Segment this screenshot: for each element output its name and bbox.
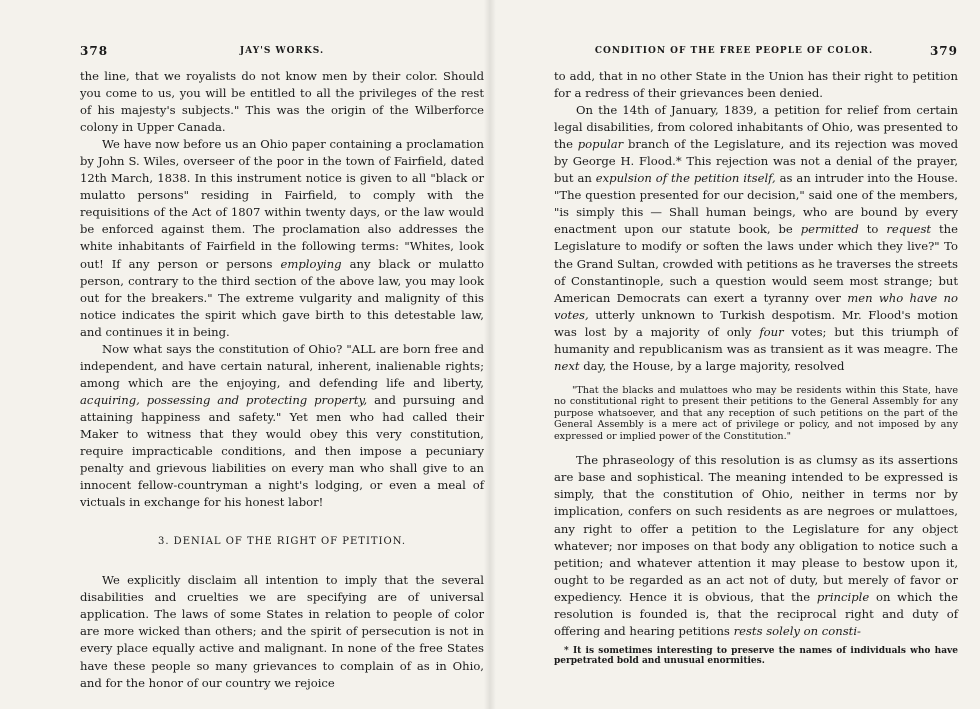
emphasis: request — [886, 222, 932, 237]
page-number-right: 379 — [929, 44, 958, 58]
right-running-head — [554, 44, 958, 62]
left-running-head — [80, 44, 484, 62]
text-run: "That the blacks and mulattoes who may be residents within this State, have no constitutional right to present their petitions to the General Assembly for any purpose whatsoever, and that any reception of such petitions on the part of the General Assembly is a mere act of privilege or policy, and not imposed by any expressed or implied power of the Constitution." — [554, 384, 958, 442]
text-run: to add, that in no other State in the Union has their right to petition for a redress of their grievances been denied. — [554, 69, 958, 101]
paragraph — [80, 341, 484, 511]
section-heading: 3. DENIAL OF THE RIGHT OF PETITION. — [157, 536, 407, 548]
block-quote — [554, 385, 958, 443]
text-run: Now what says the constitution of Ohio? "ALL are born free and independent, and have certain natural, inherent, inalienable rights; among which are the enjoying, and defending life and liberty, — [80, 341, 484, 390]
emphasis: employing — [280, 256, 342, 271]
text-run: The phraseology of this resolution is as clumsy as its assertions are base and sophistical. The meaning intended to be expressed is simply, that the constitution of Ohio, neither in terms nor by implication, confers on such residents as are negroes or mulattoes, any right to offer a petition to the Legislature for any object whatever; nor imposes on that body any obligation to notice such a petition; and whatever attention it may please to bestow upon it, ought to be regarded as an act not of duty, but merely of favor or expediency. Hence it is obvious, that the — [554, 453, 958, 604]
text-run: branch of the Legislature, and its rejection was moved by George H. Flood.* This rejection was not a denial of the prayer, but an — [554, 137, 958, 186]
page-number-left: 378 — [80, 44, 109, 58]
paragraph — [80, 136, 484, 341]
paragraph — [80, 572, 484, 691]
text-run: * It is sometimes interesting to preserve the names of individuals who have perpetrated bold and unusual enormities. — [554, 645, 958, 667]
emphasis: expulsion of the petition itself, — [595, 171, 776, 186]
running-title-right: CONDITION OF THE FREE PEOPLE OF COLOR. — [594, 46, 874, 56]
text-run: day, the House, by a large majority, resolved — [579, 358, 845, 373]
emphasis: popular — [577, 137, 624, 152]
text-run: the Legislature to modify or soften the laws under which they live?" To the Grand Sultan, crowded with petitions as he traverses the streets of Constantinople, such a question would seem most strange; but American Democrats can exert a tyranny over — [554, 222, 958, 305]
paragraph — [554, 452, 958, 640]
text-run: on which the resolution is founded is, that the reciprocal right and duty of offering and hearing petitions — [554, 589, 958, 638]
text-run: votes; but this triumph of humanity and republicanism was as transient as it was meagre. The — [554, 324, 958, 356]
emphasis: acquiring, possessing and protecting property, — [80, 392, 368, 407]
paragraph — [80, 68, 484, 136]
text-run: We explicitly disclaim all intention to imply that the several disabilities and cruelties we are specifying are of universal application. The laws of some States in relation to people of color are more wicked than others; and the spirit of persecution is not in every place equally active and malignant. In none of the free States have these people so many grievances to complain of as in Ohio, and for the honor of our country we rejoice — [80, 573, 484, 690]
text-run: utterly unknown to Turkish despotism. Mr. Flood's motion was lost by a majority of only — [554, 307, 958, 339]
emphasis: men who have no votes, — [554, 290, 958, 322]
footnote — [554, 646, 958, 667]
text-run: We have now before us an Ohio paper containing a proclamation by John S. Wiles, overseer of the poor in the town of Fairfield, dated 12th March, 1838. In this instrument notice is given to all "black or mulatto persons" residing in Fairfield, to comply with the requisitions of the Act of 1807 within twenty days, or the law would be enforced against them. The proclamation also addresses the white inhabitants of Fairfield in the following terms: "Whites, look out! If any person or persons — [80, 137, 484, 271]
paragraph — [554, 102, 958, 375]
text-run: On the 14th of January, 1839, a petition for relief from certain legal disabilities, from colored inhabitants of Ohio, was presented to the — [554, 103, 958, 152]
running-title-left: JAY'S WORKS. — [239, 46, 325, 56]
text-run: to — [858, 222, 887, 237]
emphasis: next — [554, 358, 580, 373]
emphasis: principle — [816, 589, 870, 604]
text-run: the line, that we royalists do not know men by their color. Should you come to us, you will be entitled to all the privileges of the rest of his majesty's subjects." This was the origin of the Wilberforce colony in Upper Canada. — [80, 69, 484, 135]
emphasis: four — [759, 324, 784, 339]
right-body-text — [554, 68, 958, 667]
text-run: any black or mulatto person, contrary to the third section of the above law, you may look out for the breakers." The extreme vulgarity and malignity of this notice indicates the spirit which gave birth to this detestable law, and continues it in being. — [80, 256, 484, 339]
emphasis: permitted — [800, 222, 859, 237]
right-page — [490, 0, 980, 709]
left-body-text — [80, 68, 484, 692]
paragraph — [554, 68, 958, 102]
text-run: and pursuing and attaining happiness and safety." Yet men who had called their Maker to witness that they would obey this very constitution, require impracticable conditions, and then impose a pecuniary penalty and grievous liabilities on every man who shall give to an innocent fellow-countryman a night's lodging, or even a meal of victuals in exchange for his honest labor! — [80, 392, 484, 510]
emphasis: rests solely on consti- — [733, 623, 861, 638]
text-run: as an intruder into the House. "The question presented for our decision," said one of the members, "is simply this — Shall human beings, who are bound by every enactment upon our statute book, be — [554, 171, 958, 237]
